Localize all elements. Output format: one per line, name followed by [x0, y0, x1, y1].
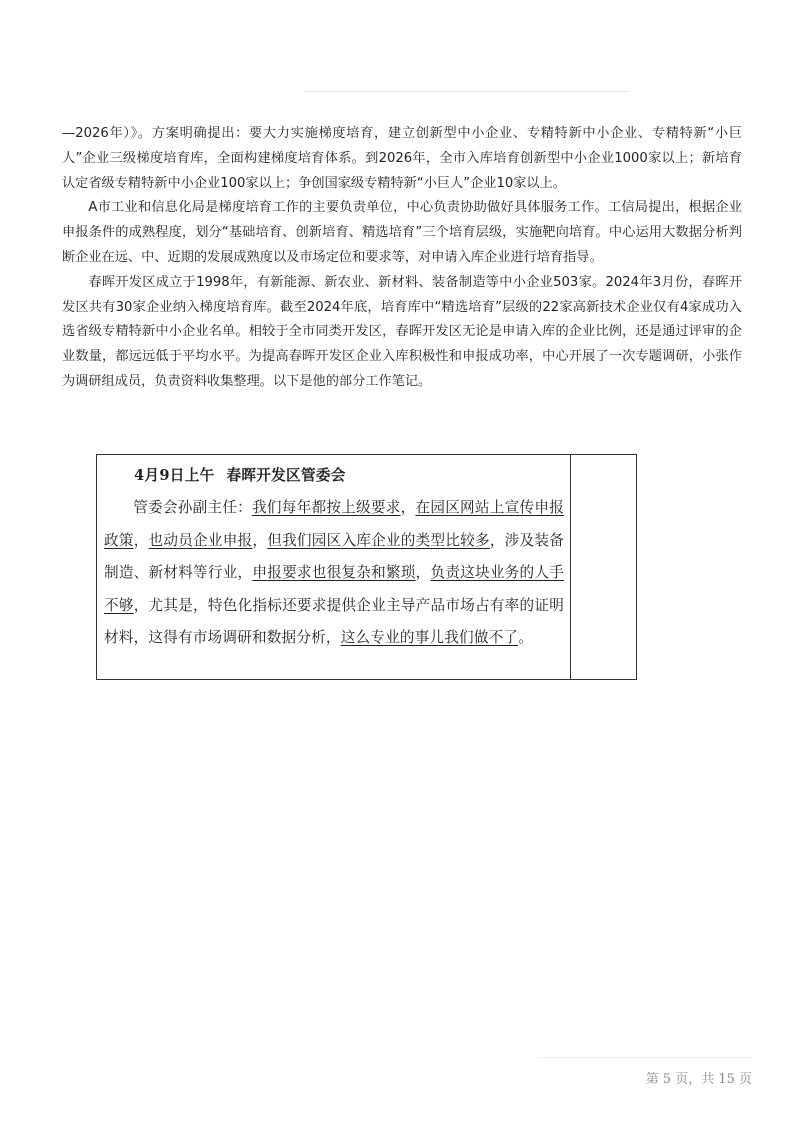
note-phrase: ，尤其是，特色化指标还要求提供企业主导产品市场占有率的证明材料，这得有市场调研和数据分析， — [104, 596, 564, 647]
note-phrase: ， — [133, 531, 149, 549]
note-phrase: 。 — [518, 629, 534, 647]
note-text — [104, 492, 564, 654]
underlined-phrase: 负责这块业务的人手不够 — [104, 564, 564, 614]
page-number: 第 5 页，共 15 页 — [645, 1072, 752, 1087]
note-header — [104, 460, 564, 492]
note-phrase: 管委会孙副主任： — [133, 499, 253, 517]
underlined-phrase: 也动员企业申报 — [148, 531, 253, 549]
underlined-phrase: 但我们园区入库企业的类型比较多 — [267, 531, 490, 549]
note-phrase: ，涉及装备制造、新材料等行业， — [104, 531, 564, 582]
note-phrase: ， — [400, 499, 416, 517]
header-rule — [305, 91, 630, 92]
work-note-table — [96, 454, 637, 680]
paragraph-zone: 春晖开发区成立于1998年，有新能源、新农业、新材料、装备制造等中小企业503家。2024年3月份，春晖开发区共有30家企业纳入梯度培育库。截至2024年底，培育库中“精选培育”层级的22家高新技术企业仅有4家成功入选省级专精特新中小企业名单。相较于全市同类开发区，春晖开发区无论是申请入库的企业比例，还是通过评审的企业数量，都远远低于平均水平。为提高春晖开发区企业入库积极性和申报成功率，中心开展了一次专题调研，小张作为调研组成员，负责资料收集整理。以下是他的部分工作笔记。 — [62, 274, 742, 389]
document-body — [62, 122, 742, 395]
underlined-phrase: 申报要求也很复杂和繁琐 — [252, 564, 416, 582]
note-phrase: ， — [252, 531, 268, 549]
underlined-phrase: 我们每年都按上级要求 — [252, 499, 401, 517]
work-note-cell — [104, 460, 564, 654]
footer-rule — [537, 1057, 752, 1058]
table-column-divider — [570, 455, 571, 679]
underlined-phrase: 这么专业的事儿我们做不了 — [340, 629, 519, 647]
note-place: 春晖开发区管委会 — [226, 467, 346, 484]
paragraph-bureau: A市工业和信息化局是梯度培育工作的主要负责单位，中心负责协助做好具体服务工作。工信局提出，根据企业申报条件的成熟程度，划分“基础培育、创新培育、精选培育”三个培育层级，实施靶向培育。中心运用大数据分析判断企业在远、中、近期的发展成熟度以及市场定位和要求等，对申请入库企业进行培育指导。 — [62, 200, 742, 265]
paragraph-plan: —2026年）》。方案明确提出：要大力实施梯度培育，建立创新型中小企业、专精特新中小企业、专精特新“小巨人”企业三级梯度培育库，全面构建梯度培育体系。到2026年，全市入库培育创新型中小企业1000家以上；新培育认定省级专精特新中小企业100家以上；争创国家级专精特新“小巨人”企业10家以上。 — [62, 126, 742, 191]
note-date: 4月9日上午 — [134, 467, 215, 484]
note-phrase: ， — [415, 564, 431, 582]
underlined-phrase: 在园区网站上宣传申报政策 — [104, 499, 564, 549]
